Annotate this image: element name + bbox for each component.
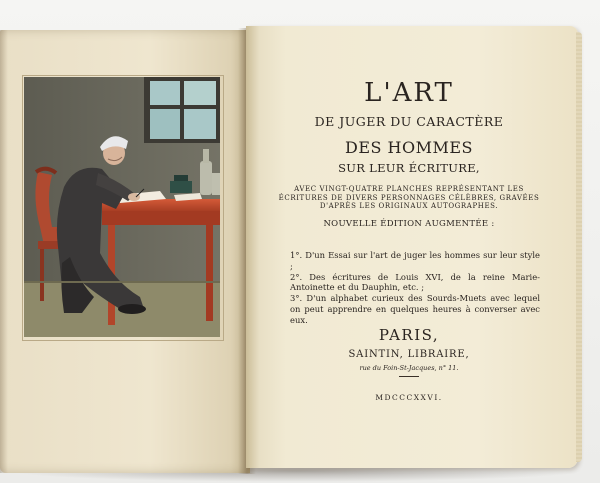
title-line-4: SUR LEUR ÉCRITURE, <box>338 161 480 175</box>
frontispiece-plate <box>24 77 220 337</box>
contents-item: 3°. D'un alphabet curieux des Sourds-Muets avec lequel on peut apprendre en quelques heures à converser avec eux. <box>290 293 540 325</box>
imprint-city: PARIS, <box>378 326 440 344</box>
window-pane <box>150 81 180 105</box>
writer-shoe <box>118 304 146 314</box>
imprint-address: rue du Foin-St-Jacques, n° 11. <box>359 364 459 372</box>
window-pane <box>184 109 216 139</box>
table-apron <box>102 211 220 225</box>
title-line-1: L'ART <box>364 78 454 108</box>
contents-item: 2°. Des écritures de Louis XVI, de la reine Marie-Antoinette et du Dauphin, etc. ; <box>290 271 540 293</box>
title-line-3: DES HOMMES <box>344 138 474 157</box>
imprint <box>250 326 568 402</box>
divider <box>399 376 419 377</box>
contents-list <box>290 250 540 326</box>
bottle <box>200 161 212 195</box>
title-line-2: DE JUGER DU CARACTÈRE <box>314 114 504 129</box>
writer-engraving-icon <box>24 77 220 337</box>
contents-item: 1°. D'un Essai sur l'art de juger les hommes sur leur style ; <box>290 250 540 271</box>
imprint-publisher: SAINTIN, LIBRAIRE, <box>348 349 470 360</box>
window-pane <box>184 81 216 105</box>
inkwell <box>170 181 192 193</box>
window-pane <box>150 109 180 139</box>
table-leg <box>206 225 213 321</box>
title-description: AVEC VINGT-QUATRE PLANCHES REPRÉSENTANT LES ÉCRITURES DE DIVERS PERSONNAGES CÉLÈBRES, GRAVÉES D'APRÈS LES ORIGINAUX AUTOGRAPHES. <box>278 185 540 211</box>
imprint-year: MDCCCXXVI. <box>375 393 443 402</box>
title-block <box>250 78 568 229</box>
edition-note: NOUVELLE ÉDITION AUGMENTÉE : <box>323 218 495 229</box>
